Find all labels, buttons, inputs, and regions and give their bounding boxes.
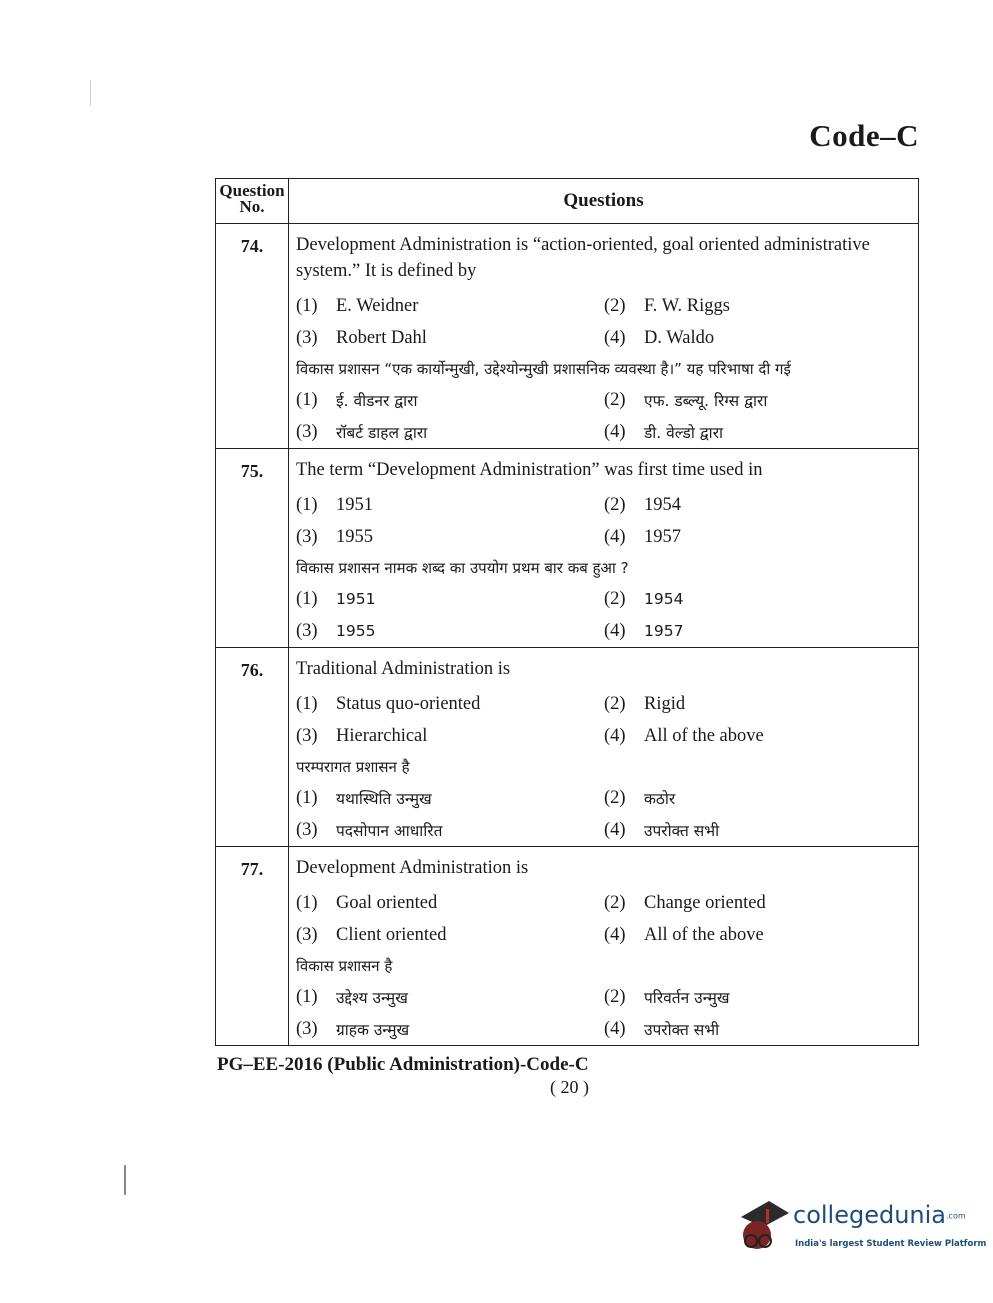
scan-mark: [124, 1165, 126, 1195]
question-row: [216, 224, 918, 449]
col-header-question-no: Question No.: [216, 179, 289, 223]
page-number: ( 20 ): [550, 1077, 589, 1097]
option: [604, 688, 912, 720]
option-number: (2): [604, 295, 626, 316]
options: [296, 887, 912, 951]
option-number: (3): [296, 725, 318, 746]
question-content: [289, 648, 918, 846]
question-number: 75.: [216, 449, 289, 647]
logo-tagline: India's largest Student Review Platform: [795, 1239, 987, 1249]
question-text: Traditional Administration is: [296, 659, 511, 679]
question-row: [216, 847, 918, 1045]
paper-code: Code–C: [809, 118, 919, 153]
option: [296, 290, 604, 322]
options: [296, 489, 912, 553]
option-text: उपरोक्त सभी: [644, 822, 720, 840]
option-text: पदसोपान आधारित: [336, 822, 443, 840]
option: [296, 688, 604, 720]
option-number: (1): [296, 295, 318, 316]
question-number: 74.: [216, 224, 289, 448]
option-text: ई. वीडनर द्वारा: [336, 392, 418, 410]
logo-brand-suffix: .com: [946, 1211, 966, 1221]
option-text: Hierarchical: [336, 725, 428, 746]
option-number: (4): [604, 620, 626, 641]
option-text: Change oriented: [644, 892, 766, 913]
option-number: (3): [296, 526, 318, 547]
options: [296, 688, 912, 752]
option: [604, 1013, 912, 1045]
option: [604, 384, 912, 416]
option: [296, 384, 604, 416]
option-number: (4): [604, 725, 626, 746]
question-number: 76.: [216, 648, 289, 846]
option-text: डी. वेल्डो द्वारा: [644, 424, 724, 442]
question-row: [216, 648, 918, 847]
option: [604, 521, 912, 553]
option: [296, 322, 604, 354]
option-text: रॉबर्ट डाहल द्वारा: [336, 424, 428, 442]
option: [604, 887, 912, 919]
question-content: [289, 847, 918, 1045]
option: [296, 416, 604, 448]
option-text: Goal oriented: [336, 892, 438, 913]
option: [604, 782, 912, 814]
option-number: (3): [296, 620, 318, 641]
option-number: (3): [296, 819, 318, 840]
option: [296, 887, 604, 919]
option: [604, 720, 912, 752]
option-text: 1954: [644, 494, 681, 515]
hindi-question-text: विकास प्रशासन “एक कार्योन्मुखी, उद्देश्योन्मुखी प्रशासनिक व्यवस्था है।” यह परिभाषा दी गई: [296, 360, 791, 378]
option: [296, 981, 604, 1013]
hindi-options: [296, 384, 912, 448]
hindi-question-text: विकास प्रशासन नामक शब्द का उपयोग प्रथम बार कब हुआ ?: [296, 559, 629, 577]
option: [604, 290, 912, 322]
option-text: 1954: [644, 590, 684, 608]
hindi-options: [296, 583, 912, 647]
option-text: 1955: [336, 526, 373, 547]
option-text: All of the above: [644, 725, 764, 746]
option: [604, 489, 912, 521]
option: [296, 521, 604, 553]
option-number: (2): [604, 389, 626, 410]
option-number: (3): [296, 421, 318, 442]
option-text: Rigid: [644, 693, 686, 714]
option: [296, 1013, 604, 1045]
option-number: (2): [604, 787, 626, 808]
option: [604, 981, 912, 1013]
option-number: (1): [296, 892, 318, 913]
option-text: उपरोक्त सभी: [644, 1021, 720, 1039]
option-number: (2): [604, 588, 626, 609]
option-number: (3): [296, 1018, 318, 1039]
option-number: (4): [604, 1018, 626, 1039]
option-text: E. Weidner: [336, 295, 419, 316]
option-text: एफ. डब्ल्यू. रिग्स द्वारा: [644, 392, 768, 410]
footer-code: PG–EE-2016 (Public Administration)-Code-C: [217, 1054, 589, 1075]
option-number: (4): [604, 924, 626, 945]
option-text: D. Waldo: [644, 327, 715, 348]
option: [296, 583, 604, 615]
option-number: (2): [604, 892, 626, 913]
option: [604, 583, 912, 615]
option-text: 1957: [644, 526, 681, 547]
option-number: (1): [296, 787, 318, 808]
option-text: ग्राहक उन्मुख: [336, 1021, 410, 1039]
option-text: 1957: [644, 622, 684, 640]
hindi-options: [296, 981, 912, 1045]
hindi-question-text: विकास प्रशासन है: [296, 957, 393, 975]
question-row: [216, 449, 918, 648]
option-text: कठोर: [644, 790, 676, 808]
option-text: 1955: [336, 622, 376, 640]
option-number: (4): [604, 819, 626, 840]
option-number: (2): [604, 494, 626, 515]
option-text: Client oriented: [336, 924, 447, 945]
questions-table: [215, 178, 919, 1046]
option: [604, 814, 912, 846]
option-number: (4): [604, 526, 626, 547]
option-text: All of the above: [644, 924, 764, 945]
option-number: (3): [296, 327, 318, 348]
option: [604, 416, 912, 448]
option-number: (2): [604, 693, 626, 714]
option: [296, 814, 604, 846]
option-number: (1): [296, 986, 318, 1007]
option: [604, 322, 912, 354]
col-header-questions: Questions: [563, 190, 644, 211]
option: [296, 489, 604, 521]
option-number: (2): [604, 986, 626, 1007]
option-text: परिवर्तन उन्मुख: [644, 989, 730, 1007]
hindi-options: [296, 782, 912, 846]
option-text: Status quo-oriented: [336, 693, 481, 714]
option-number: (3): [296, 924, 318, 945]
option-number: (4): [604, 421, 626, 442]
question-content: [289, 449, 918, 647]
option-number: (4): [604, 327, 626, 348]
option-number: (1): [296, 588, 318, 609]
option-number: (1): [296, 494, 318, 515]
option-number: (1): [296, 693, 318, 714]
hindi-question-text: परम्परागत प्रशासन है: [296, 758, 410, 776]
options: [296, 290, 912, 354]
collegedunia-logo: [735, 1195, 987, 1257]
question-text: Development Administration is: [296, 858, 529, 878]
question-text: Development Administration is “action-oriented, goal oriented administrative system.” It is defined by: [296, 235, 870, 281]
option: [604, 919, 912, 951]
option: [604, 615, 912, 647]
option-text: 1951: [336, 494, 373, 515]
option: [296, 615, 604, 647]
question-number: 77.: [216, 847, 289, 1045]
mascot-icon: [735, 1195, 793, 1257]
option-text: Robert Dahl: [336, 327, 427, 348]
option: [296, 782, 604, 814]
option-number: (1): [296, 389, 318, 410]
option-text: 1951: [336, 590, 376, 608]
table-header: [216, 179, 918, 224]
question-text: The term “Development Administration” was first time used in: [296, 460, 763, 480]
option-text: उद्देश्य उन्मुख: [336, 989, 408, 1007]
question-content: [289, 224, 918, 448]
option-text: F. W. Riggs: [644, 295, 730, 316]
scan-mark: [90, 80, 91, 106]
logo-brand: collegedunia.com: [793, 1201, 966, 1229]
option: [296, 919, 604, 951]
option-text: यथास्थिति उन्मुख: [336, 790, 432, 808]
option: [296, 720, 604, 752]
